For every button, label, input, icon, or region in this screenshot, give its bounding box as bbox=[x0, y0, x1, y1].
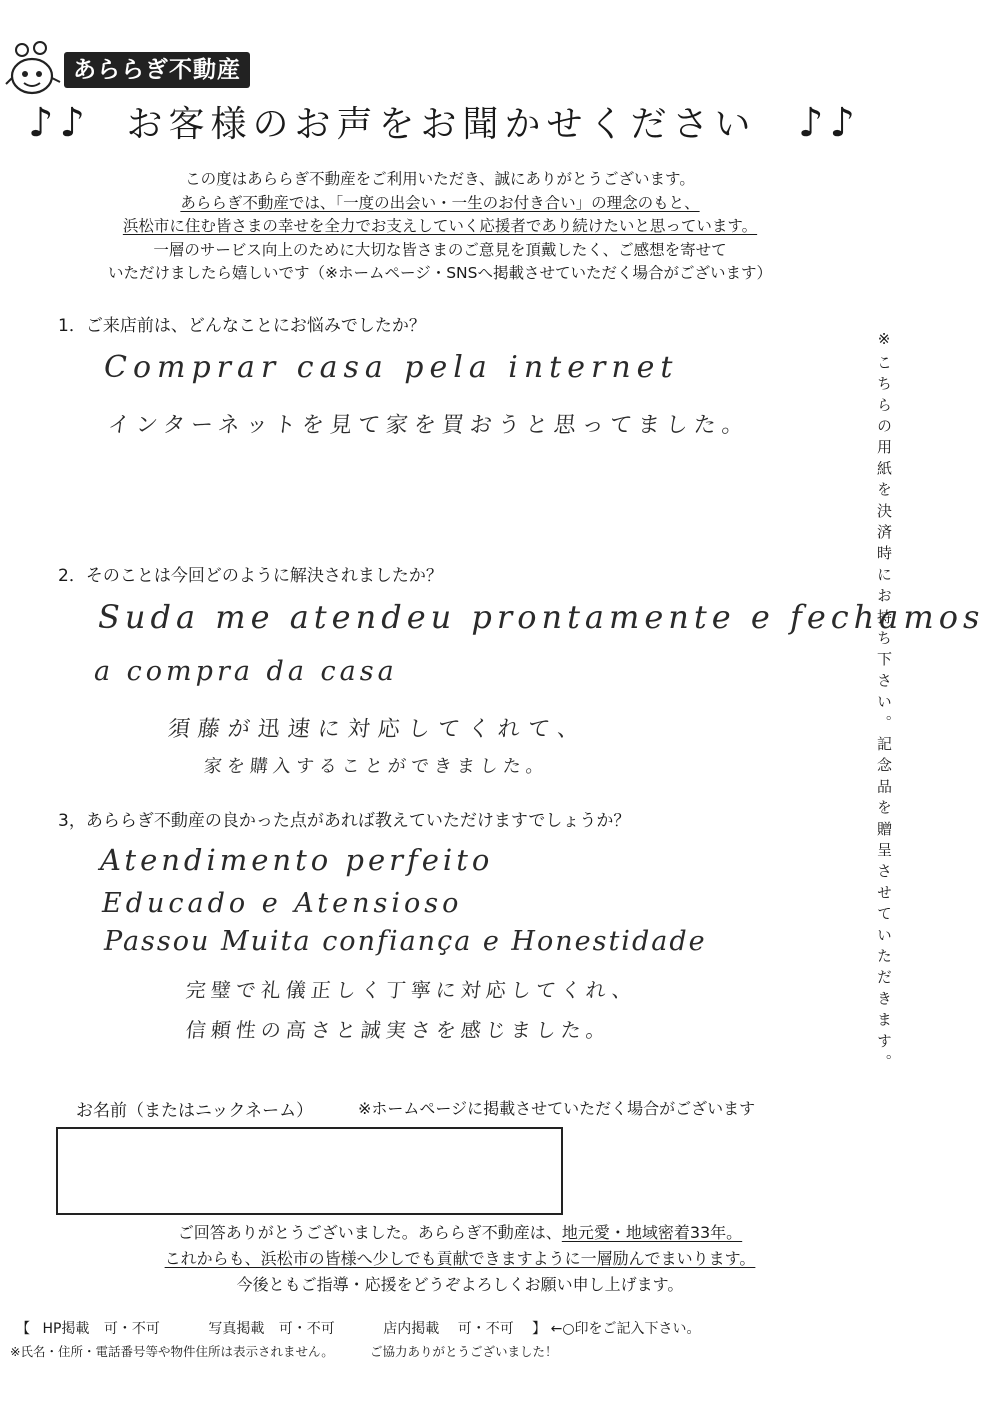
name-field[interactable] bbox=[56, 1127, 563, 1215]
brand-logo bbox=[4, 38, 254, 100]
thanks-note: ご協力ありがとうございました！ bbox=[370, 1344, 558, 1359]
question-3-label: 3，あららぎ不動産の良かった点があれば教えていただけますでしょうか？ bbox=[58, 811, 631, 831]
footer-bracket-close: 】 bbox=[532, 1321, 547, 1337]
title-text: お客様のお声をお聞かせください bbox=[126, 104, 757, 145]
footer-instruction: ←○印をご記入下さい。 bbox=[550, 1321, 701, 1337]
q2-answer-handwritten: a compra da casa bbox=[94, 656, 398, 687]
brand-name: あららぎ不動産 bbox=[64, 52, 250, 88]
privacy-note: ※氏名・住所・電話番号等や物件住所は表示されません。 bbox=[10, 1344, 334, 1359]
intro-text bbox=[60, 168, 820, 286]
footer-bracket-open: 【 bbox=[16, 1321, 30, 1337]
question-2-label: 2．そのことは今回どのように解決されましたか？ bbox=[58, 566, 443, 586]
intro-line: この度はあららぎ不動産をご利用いただき、誠にありがとうございます。 bbox=[185, 170, 695, 188]
q1-answer-handwritten-jp: インターネットを見て家を買おうと思ってました。 bbox=[106, 413, 752, 438]
hp-options[interactable]: 可・不可 bbox=[103, 1321, 160, 1337]
q3-answer-handwritten-jp: 完璧で礼儀正しく丁寧に対応してくれ、 bbox=[184, 978, 639, 1002]
name-field-label: お名前（またはニックネーム） bbox=[76, 1101, 314, 1121]
q2-answer-handwritten-jp: 須藤が迅速に対応してくれて、 bbox=[166, 717, 589, 742]
side-note-vertical: ※こちらの用紙を決済時にお持ち下さい。記念品を贈呈させていただきます。 bbox=[875, 330, 893, 1075]
music-notes-right-icon: ♪♪ bbox=[797, 100, 862, 146]
page-title bbox=[28, 96, 968, 147]
q2-answer-handwritten: Suda me atendeu prontamente e fechamos bbox=[98, 598, 985, 636]
q1-answer-handwritten: Comprar casa pela internet bbox=[104, 350, 679, 385]
photo-label: 写真掲載 bbox=[208, 1321, 265, 1337]
q2-answer-handwritten-jp: 家を購入することができました。 bbox=[202, 756, 550, 777]
closing-line-text: ご回答ありがとうございました。あららぎ不動産は、 bbox=[177, 1223, 562, 1242]
publish-permission-row bbox=[16, 1318, 701, 1338]
q3-answer-handwritten-jp: 信頼性の高さと誠実さを感じました。 bbox=[184, 1018, 613, 1042]
photo-options[interactable]: 可・不可 bbox=[278, 1321, 335, 1337]
closing-line-highlight: 地元愛・地域密着33年。 bbox=[561, 1223, 743, 1242]
closing-message bbox=[80, 1220, 840, 1298]
name-field-note: ※ホームページに掲載させていただく場合がございます bbox=[358, 1099, 756, 1118]
q3-answer-handwritten: Atendimento perfeito bbox=[100, 843, 494, 877]
q3-answer-handwritten: Educado e Atensioso bbox=[102, 888, 463, 919]
hp-label: HP掲載 bbox=[42, 1321, 90, 1337]
intro-line: いただけましたら嬉しいです（※ホームページ・SNSへ掲載させていただく場合がございます） bbox=[108, 264, 772, 282]
closing-line: 今後ともご指導・応援をどうぞよろしくお願い申し上げます。 bbox=[236, 1275, 684, 1294]
question-1-label: 1．ご来店前は、どんなことにお悩みでしたか？ bbox=[58, 316, 426, 336]
music-notes-left-icon: ♪♪ bbox=[28, 100, 92, 146]
intro-line: 一層のサービス向上のために大切な皆さまのご意見を頂戴したく、ご感想を寄せて bbox=[153, 240, 727, 259]
store-options[interactable]: 可・不可 bbox=[457, 1321, 514, 1337]
intro-line: あららぎ不動産では、「一度の出会い・一生のお付き合い」の理念のもと、 bbox=[180, 193, 700, 212]
closing-line bbox=[80, 1220, 840, 1246]
intro-line: 浜松市に住む皆さまの幸せを全力でお支えしていく応援者であり続けたいと思っています。 bbox=[122, 217, 758, 235]
q3-answer-handwritten: Passou Muita confiança e Honestidade bbox=[104, 926, 707, 957]
closing-line: これからも、浜松市の皆様へ少しでも貢献できますように一層励んでまいります。 bbox=[164, 1249, 756, 1268]
store-label: 店内掲載 bbox=[383, 1321, 440, 1337]
mascot-icon bbox=[4, 38, 66, 100]
